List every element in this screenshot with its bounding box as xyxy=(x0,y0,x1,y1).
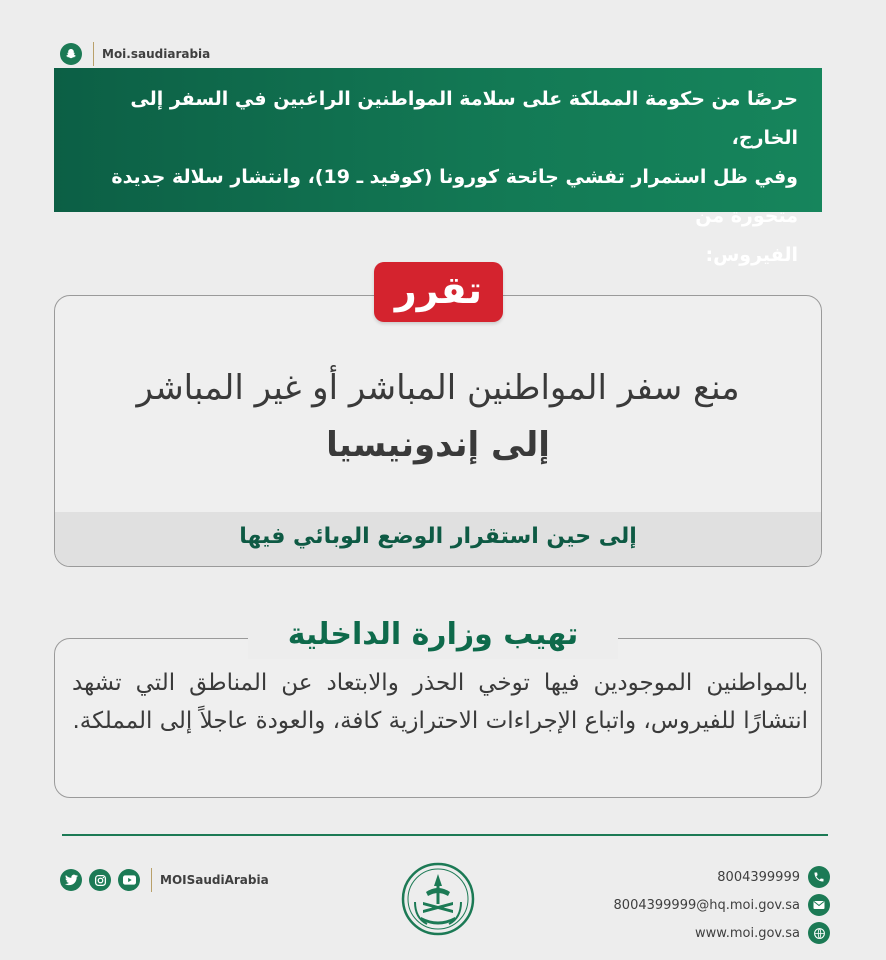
decision-until-strip: إلى حين استقرار الوضع الوبائي فيها xyxy=(55,512,821,566)
decision-statement xyxy=(55,360,821,474)
email-address[interactable]: 8004399999@hq.moi.gov.sa xyxy=(613,897,800,913)
intro-line-2: وفي ظل استمرار تفشي جائحة كورونا (كوفيد ـ 19)، وانتشار سلالة جديدة متحورة من xyxy=(111,166,798,227)
decision-box xyxy=(54,295,822,567)
website-url[interactable]: www.moi.gov.sa xyxy=(695,925,800,941)
social-handle[interactable]: MOISaudiArabia xyxy=(160,873,269,887)
appeal-title: تهيب وزارة الداخلية xyxy=(248,613,618,659)
email-icon xyxy=(808,894,830,916)
social-row xyxy=(60,868,269,892)
intro-line-3: الفيروس: xyxy=(705,244,798,266)
snap-handle[interactable]: Moi.saudiarabia xyxy=(102,47,211,61)
ministry-logo xyxy=(401,862,475,936)
snapchat-icon[interactable] xyxy=(60,43,82,65)
footer-divider xyxy=(62,834,828,836)
phone-number[interactable]: 8004399999 xyxy=(717,869,800,885)
social-separator xyxy=(151,868,152,892)
web-icon xyxy=(808,922,830,944)
phone-row xyxy=(614,866,830,888)
contact-info xyxy=(614,866,830,950)
intro-line-1: حرصًا من حكومة المملكة على سلامة المواطنين الراغبين في السفر إلى الخارج، xyxy=(130,88,798,149)
intro-banner xyxy=(54,68,822,266)
twitter-icon[interactable] xyxy=(60,869,82,891)
website-row xyxy=(614,922,830,944)
decision-badge: تقرر xyxy=(374,262,503,322)
decision-line-2: إلى إندونيسيا xyxy=(326,425,550,465)
decision-line-1: منع سفر المواطنين المباشر أو غير المباشر xyxy=(136,368,740,408)
snapchat-row xyxy=(60,42,210,66)
instagram-icon[interactable] xyxy=(89,869,111,891)
youtube-icon[interactable] xyxy=(118,869,140,891)
phone-icon xyxy=(808,866,830,888)
email-row xyxy=(614,894,830,916)
appeal-text: بالمواطنين الموجودين فيها توخي الحذر والابتعاد عن المناطق التي تشهد انتشارًا للفيروس، واتباع الإجراءات الاحترازية كافة، والعودة عاجلاً إلى المملكة. xyxy=(72,670,808,734)
snap-separator xyxy=(93,42,94,66)
